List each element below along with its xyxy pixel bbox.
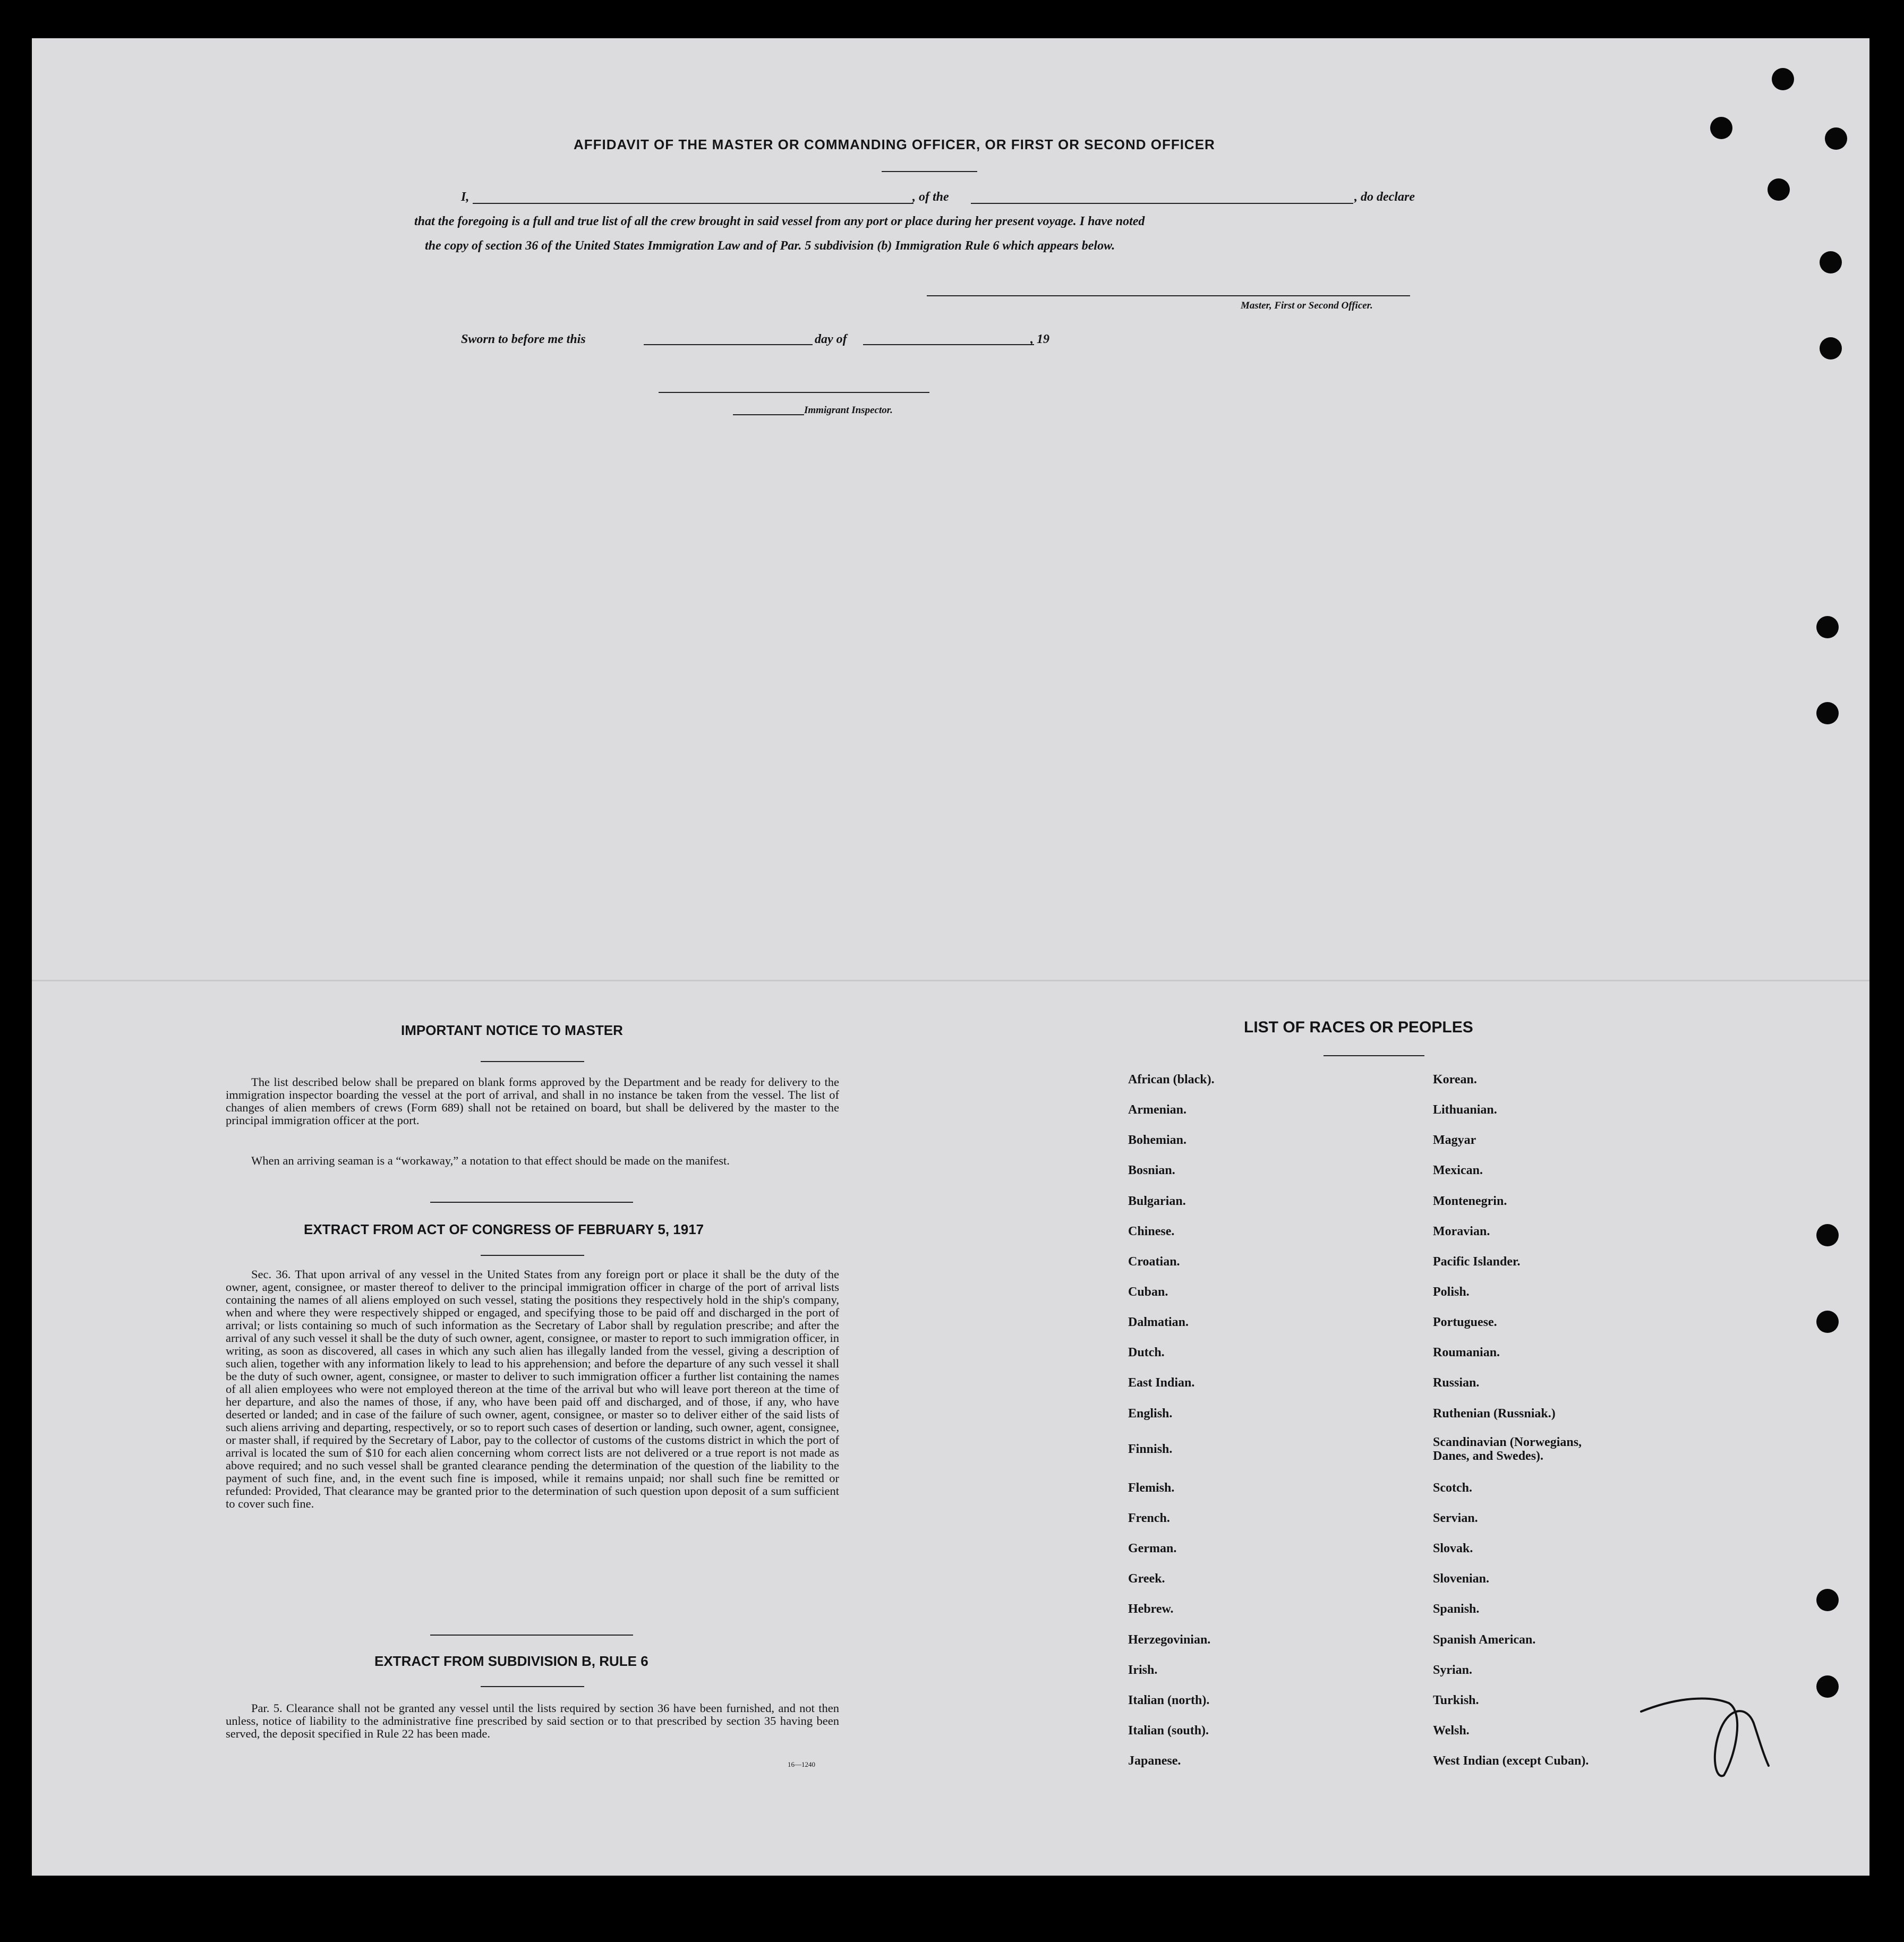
sworn-year: , 19 [1030, 332, 1049, 346]
notice-heading-rule [481, 1061, 584, 1062]
race-item: Dutch. [1128, 1346, 1165, 1359]
race-item: Pacific Islander. [1433, 1255, 1521, 1269]
race-item: Finnish. [1128, 1442, 1173, 1456]
extract-act-heading: EXTRACT FROM ACT OF CONGRESS OF FEBRUARY 5, 1917 [304, 1221, 704, 1237]
race-item: West Indian (except Cuban). [1433, 1754, 1589, 1768]
race-item: Magyar [1433, 1133, 1476, 1147]
sworn-prefix: Sworn to before me this [461, 332, 586, 346]
race-item: Herzegovinian. [1128, 1633, 1211, 1647]
master-caption: Master, First or Second Officer. [1241, 300, 1373, 311]
notice-paragraph-2: When an arriving seaman is a “workaway,” a notation to that effect should be made on the manifest. [251, 1154, 730, 1167]
vessel-blank-line [971, 203, 1353, 204]
master-signature-line [927, 295, 1410, 296]
name-blank-line [473, 203, 913, 204]
race-item: Italian (north). [1128, 1693, 1210, 1707]
race-item: Irish. [1128, 1663, 1158, 1677]
inspector-lead-line [733, 414, 804, 415]
race-item: Scotch. [1433, 1481, 1472, 1495]
notice-divider [430, 1202, 633, 1203]
notice-paragraph-1: The list described below shall be prepared on blank forms approved by the Department and be ready for delivery to the immigration inspector boarding the vessel at the port of arrival, and shall in no instance be taken from the vessel. The list of changes of alien members of crews (Form 689) shall not be retained on board, but shall be delivered by the master to the principal immigration officer at the port. [226, 1075, 839, 1127]
race-item: Moravian. [1433, 1225, 1490, 1238]
race-item: Scandinavian (Norwegians, Danes, and Swedes). [1433, 1435, 1582, 1463]
punch-hole [1816, 1589, 1839, 1611]
affidavit-title: AFFIDAVIT OF THE MASTER OR COMMANDING OFFICER, OR FIRST OR SECOND OFFICER [574, 136, 1215, 152]
punch-hole [1816, 1311, 1839, 1333]
punch-hole [1816, 702, 1839, 724]
race-item: Bosnian. [1128, 1164, 1175, 1177]
race-item: Mexican. [1433, 1164, 1483, 1177]
race-item: Servian. [1433, 1511, 1478, 1525]
punch-hole [1772, 68, 1794, 90]
race-item: Croatian. [1128, 1255, 1180, 1269]
extract-rule-heading: EXTRACT FROM SUBDIVISION B, RULE 6 [374, 1653, 648, 1669]
form-code: 16—1240 [788, 1760, 815, 1768]
inspector-caption: Immigrant Inspector. [804, 405, 893, 416]
race-item: African (black). [1128, 1073, 1215, 1087]
race-item: Greek. [1128, 1572, 1165, 1586]
race-item: Lithuanian. [1433, 1103, 1497, 1117]
affidavit-of-the: , of the [912, 190, 949, 204]
extract-rule-rule [481, 1686, 584, 1687]
punch-hole [1820, 251, 1842, 273]
title-underline [882, 171, 977, 172]
extract-act-rule [481, 1255, 584, 1256]
race-item: Dalmatian. [1128, 1315, 1189, 1329]
affidavit-line-3: the copy of section 36 of the United States Immigration Law and of Par. 5 subdivision (b) Immigration Rule 6 which appears below. [425, 239, 1115, 253]
punch-hole [1820, 337, 1842, 360]
race-item: Cuban. [1128, 1285, 1168, 1299]
section-36-text: Sec. 36. That upon arrival of any vessel in the United States from any foreign port or place it shall be the duty of the owner, agent, consignee, or master thereof to deliver to the principal immigration officer in charge of the port of arrival lists containing the names of all aliens employed on such vessel, stating the positions they respectively hold in the ship's company, when and where they were respectively shipped or engaged, and specifying those to be paid off and discharged in the port of arrival; or lists containing so much of such information as the Secretary of Labor shall by regulation prescribe; and after the arrival of any such vessel it shall be the duty of such owner, agent, consignee, or master to report to such immigration officer, in writing, as soon as discovered, all cases in which any such alien has illegally landed from the vessel, giving a description of such alien, together with any information likely to lead to his apprehension; and before the departure of any such vessel it shall be the duty of such owner, agent, consignee, or master to deliver to such immigration officer a further list containing the names of all alien employees who were not employed thereon at the time of the arrival but who will leave port thereon at the time of her departure, and also the names of those, if any, who have been paid off and discharged, and of those, if any, who have deserted or landed; and in case of the failure of such owner, agent, consignee, or master so to deliver either of the said lists of such aliens arriving and departing, respectively, or so to report such cases of desertion or landing, such owner, agent, consignee, or master shall, if required by the Secretary of Labor, pay to the collector of customs of the customs district in which the port of arrival is located the sum of $10 for each alien concerning whom correct lists are not delivered or a true report is not made as above required; and no such vessel shall be granted clearance pending the determination of the question of the liability to the payment of such fine, and, in the event such fine is imposed, while it remains unpaid; nor shall such fine be remitted or refunded: Provided, That clearance may be granted prior to the determination of such question upon deposit of a sum sufficient to cover such fine. [226, 1268, 839, 1510]
punch-hole [1825, 127, 1847, 150]
race-item: Russian. [1433, 1376, 1480, 1390]
race-item: English. [1128, 1407, 1173, 1421]
sworn-day-line [644, 344, 813, 345]
race-item: German. [1128, 1542, 1177, 1555]
race-item: Chinese. [1128, 1225, 1175, 1238]
notice-heading: IMPORTANT NOTICE TO MASTER [401, 1022, 623, 1038]
races-heading: LIST OF RACES OR PEOPLES [1244, 1019, 1473, 1036]
sworn-month-line [863, 344, 1034, 345]
fold-line [32, 980, 1869, 981]
punch-hole [1816, 1675, 1839, 1698]
race-item: Bohemian. [1128, 1133, 1187, 1147]
par-5-text: Par. 5. Clearance shall not be granted any vessel until the lists required by section 36 have been furnished, and not then unless, notice of liability to the administrative fine prescribed by said section or to that prescribed by section 35 having been served, the deposit specified in Rule 22 has been made. [226, 1701, 839, 1740]
race-item: Roumanian. [1433, 1346, 1500, 1359]
race-item: French. [1128, 1511, 1170, 1525]
race-item: Polish. [1433, 1285, 1470, 1299]
paper-sheet [32, 38, 1869, 1876]
race-item: Slovak. [1433, 1542, 1473, 1555]
race-item: Ruthenian (Russniak.) [1433, 1407, 1556, 1421]
race-item: Spanish American. [1433, 1633, 1536, 1647]
handwritten-mark [1636, 1691, 1774, 1782]
punch-hole [1710, 117, 1732, 139]
race-item: Armenian. [1128, 1103, 1186, 1117]
inspector-signature-line [659, 392, 929, 393]
race-item: Italian (south). [1128, 1724, 1209, 1738]
race-item: Montenegrin. [1433, 1194, 1507, 1208]
race-item: East Indian. [1128, 1376, 1195, 1390]
races-heading-rule [1324, 1055, 1424, 1056]
race-item: Turkish. [1433, 1693, 1479, 1707]
race-item: Korean. [1433, 1073, 1477, 1087]
affidavit-do-declare: , do declare [1354, 190, 1415, 204]
race-item: Syrian. [1433, 1663, 1473, 1677]
punch-hole [1768, 178, 1790, 201]
section-36-divider [430, 1635, 633, 1636]
race-item: Spanish. [1433, 1602, 1480, 1616]
race-item: Slovenian. [1433, 1572, 1490, 1586]
affidavit-line-2: that the foregoing is a full and true list of all the crew brought in said vessel from any port or place during her present voyage. I have noted [414, 215, 1145, 228]
race-item: Welsh. [1433, 1724, 1470, 1738]
punch-hole [1816, 616, 1839, 638]
race-item: Hebrew. [1128, 1602, 1174, 1616]
race-item: Portuguese. [1433, 1315, 1497, 1329]
race-item: Bulgarian. [1128, 1194, 1186, 1208]
punch-hole [1816, 1224, 1839, 1246]
race-item: Flemish. [1128, 1481, 1175, 1495]
affidavit-i: I, [461, 190, 469, 204]
sworn-day-of: day of [815, 332, 847, 346]
race-item: Japanese. [1128, 1754, 1181, 1768]
